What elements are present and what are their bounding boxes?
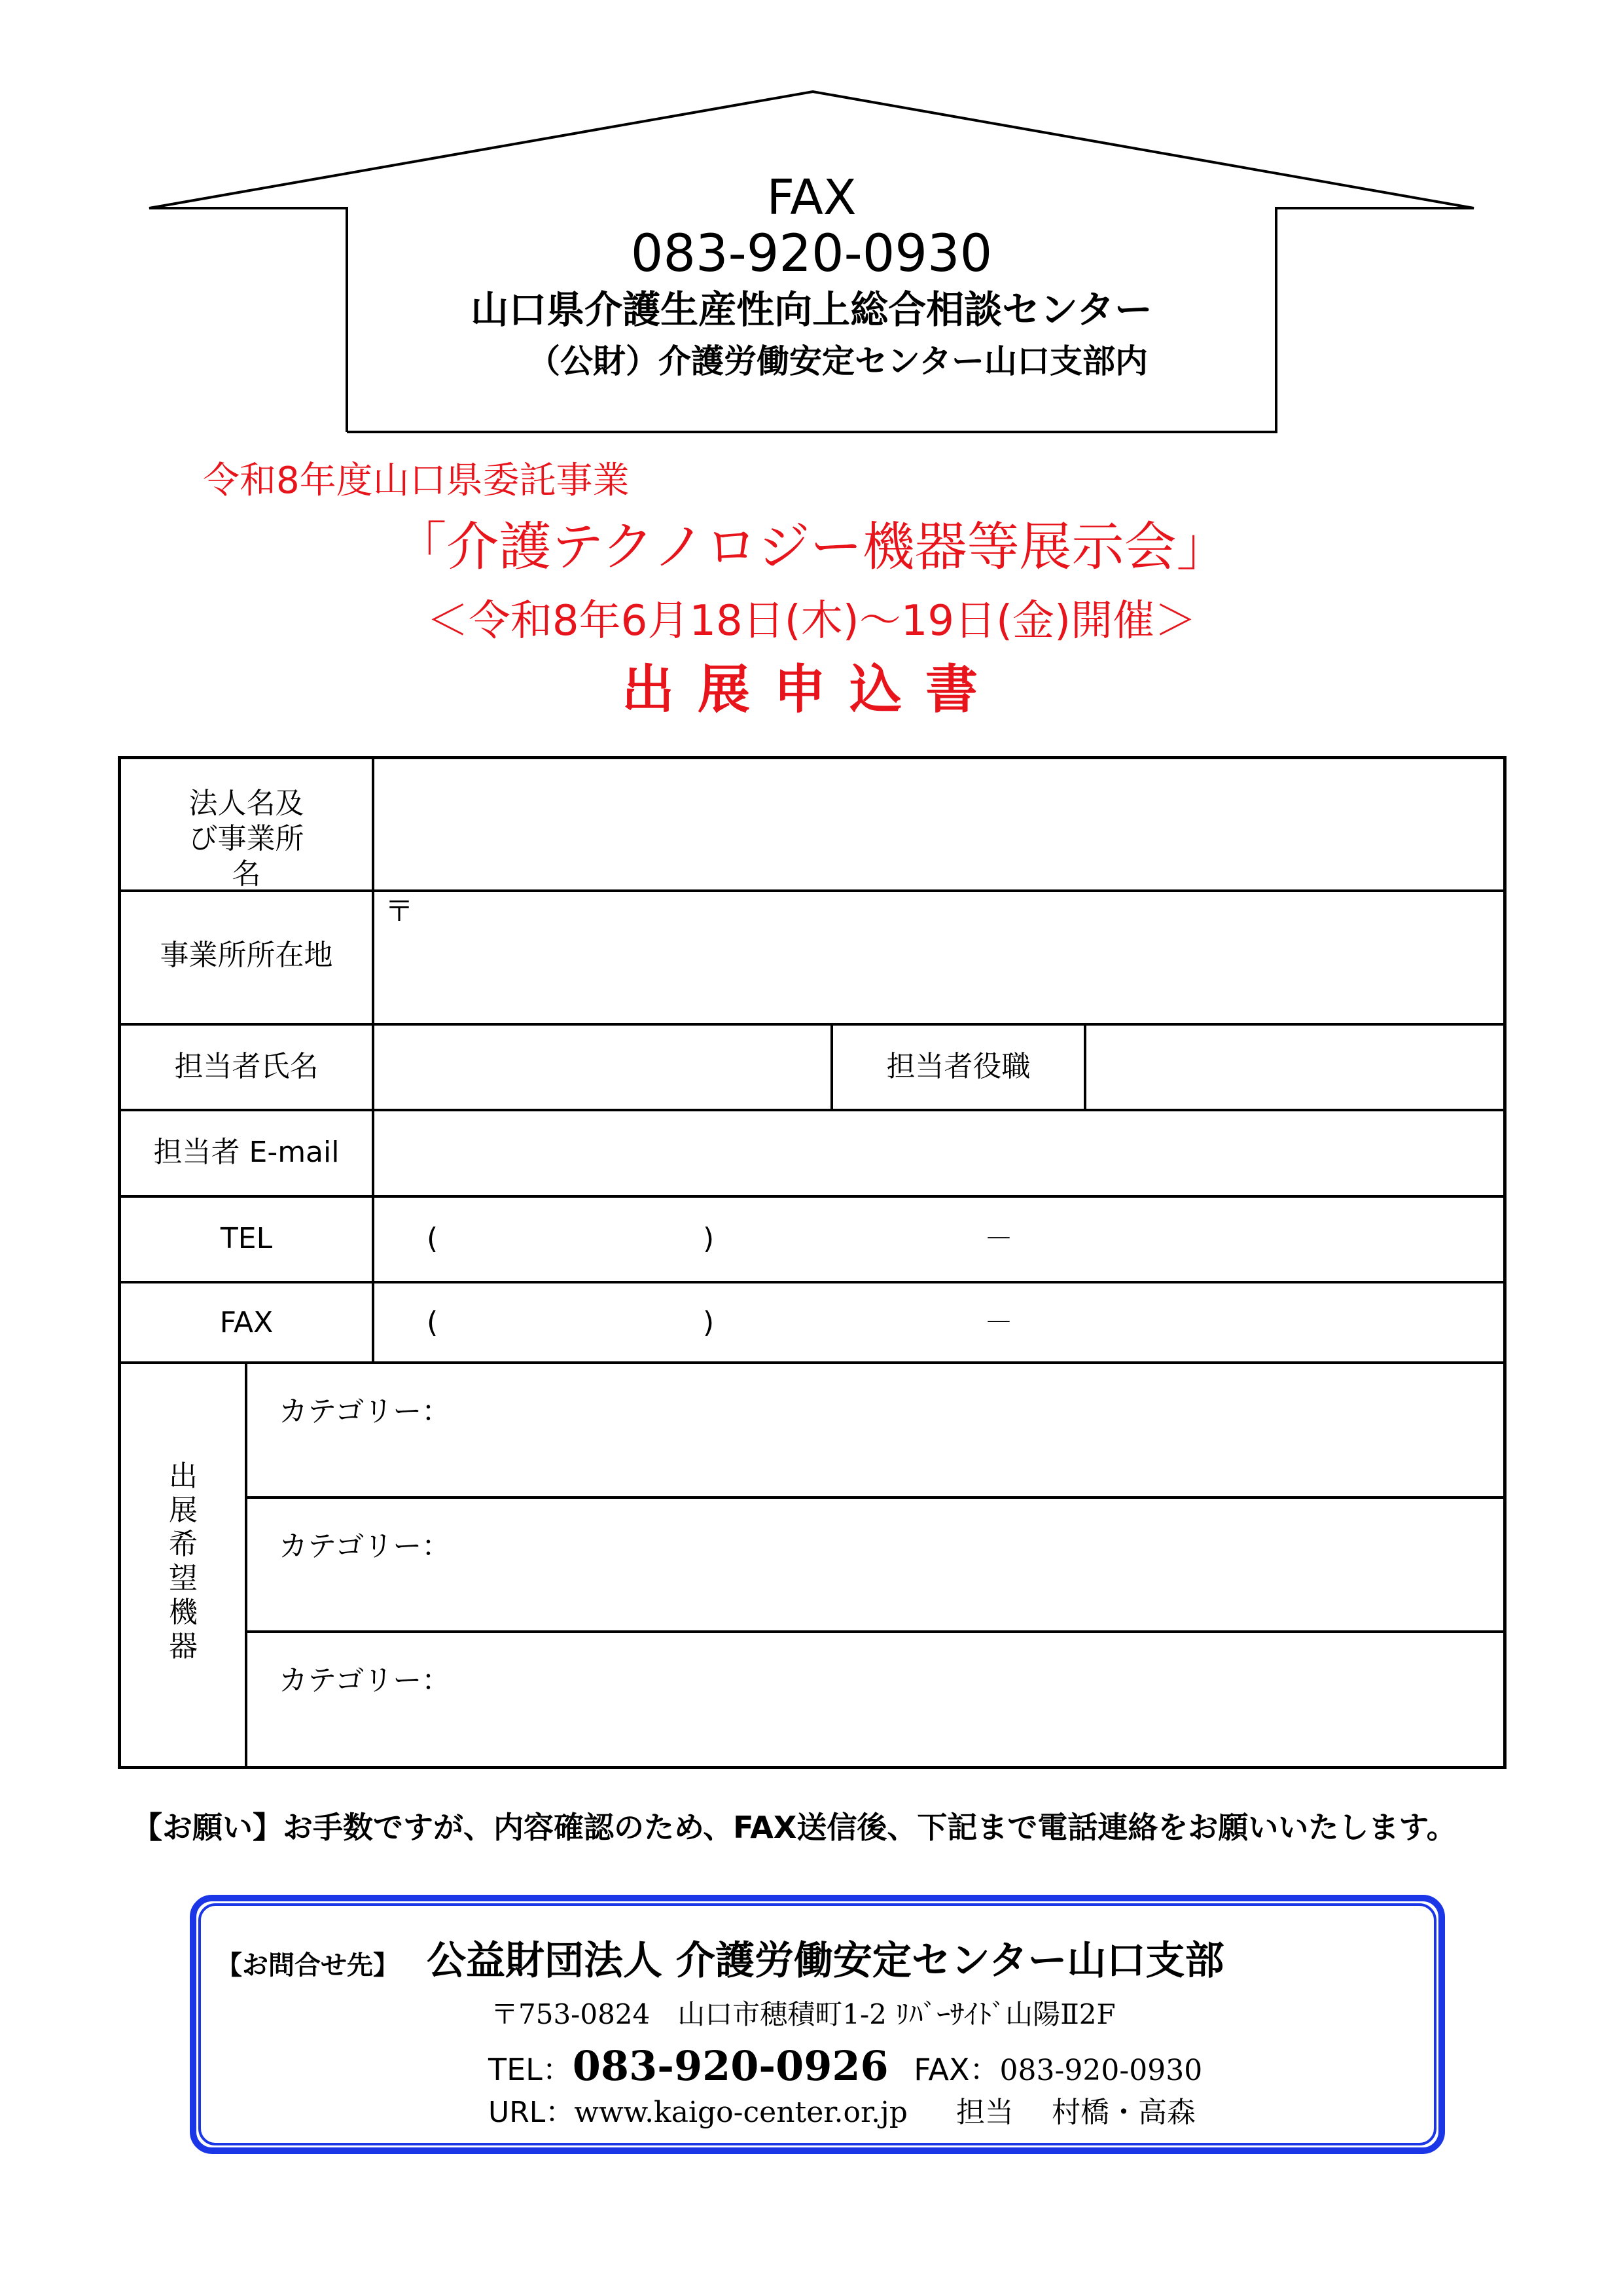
company-name-label: 法人名及び事業所名 bbox=[188, 787, 304, 891]
event-date: ＜令和8年6月18日(木)～19日(金)開催＞ bbox=[426, 597, 1197, 645]
contact-name-input[interactable] bbox=[376, 1027, 829, 1107]
contact-tel-number: 083-920-0926 bbox=[572, 2042, 889, 2090]
contact-title-label: 担当者役職 bbox=[886, 1050, 1031, 1083]
category-label: カテゴリー： bbox=[279, 1395, 451, 1428]
header-org-sub: （公財）介護労働安定センター山口支部内 bbox=[527, 342, 1148, 380]
company-name-input[interactable] bbox=[376, 760, 1503, 888]
fax-paren-open: ( bbox=[427, 1306, 438, 1339]
equipment-label: 出展希望機器 bbox=[169, 1460, 198, 1663]
tel-dash: － bbox=[984, 1222, 1013, 1255]
header-fax-number: 083-920-0930 bbox=[630, 224, 993, 283]
fax-label: FAX bbox=[219, 1306, 274, 1339]
event-subtitle: 令和8年度山口県委託事業 bbox=[203, 459, 630, 502]
form-row-divider bbox=[246, 1630, 1507, 1633]
form-row-divider bbox=[118, 1023, 1507, 1026]
contact-phone-line bbox=[488, 2042, 1203, 2090]
fax-input[interactable] bbox=[376, 1285, 1503, 1360]
header-org-name: 山口県介護生産性向上総合相談センター bbox=[471, 287, 1152, 332]
form-row-divider bbox=[118, 1281, 1507, 1283]
category-input[interactable] bbox=[249, 1500, 1503, 1629]
form-col-divider bbox=[245, 1361, 247, 1769]
fax-dash: － bbox=[984, 1306, 1013, 1339]
category-input[interactable] bbox=[249, 1365, 1503, 1495]
contact-address: 〒753-0824 山口市穂積町1-2 ﾘﾊﾞｰｻｲﾄﾞ山陽Ⅱ2F bbox=[491, 1998, 1116, 2030]
contact-url-line bbox=[488, 2094, 1196, 2131]
category-input[interactable] bbox=[249, 1634, 1503, 1765]
form-row-divider bbox=[118, 1195, 1507, 1198]
contact-fax-number: 083-920-0930 bbox=[999, 2054, 1203, 2087]
fax-paren-close: ) bbox=[703, 1306, 715, 1339]
tel-input[interactable] bbox=[376, 1199, 1503, 1280]
contact-person-label: 担当 bbox=[955, 2096, 1014, 2129]
email-label: 担当者 E-mail bbox=[153, 1136, 340, 1169]
tel-paren-close: ) bbox=[703, 1222, 715, 1255]
form-row-divider bbox=[246, 1496, 1507, 1499]
contact-url-label: URL： bbox=[488, 2096, 575, 2129]
address-label: 事業所所在地 bbox=[160, 939, 333, 972]
contact-persons: 村橋・高森 bbox=[1051, 2096, 1196, 2129]
contact-fax-label: FAX： bbox=[914, 2052, 1000, 2087]
category-label: カテゴリー： bbox=[279, 1530, 451, 1563]
contact-org: 公益財団法人 介護労働安定センター山口支部 bbox=[427, 1938, 1224, 1984]
contact-url[interactable]: www.kaigo-center.or.jp bbox=[574, 2096, 908, 2129]
contact-title-input[interactable] bbox=[1088, 1027, 1504, 1107]
event-title: 「介護テクノロジー機器等展示会」 bbox=[394, 516, 1229, 577]
form-col-divider bbox=[1084, 1023, 1086, 1109]
contact-tel-label: TEL： bbox=[488, 2052, 573, 2087]
request-notice: 【お願い】お手数ですが、内容確認のため、FAX送信後、下記まで電話連絡をお願いいたします。 bbox=[132, 1810, 1457, 1845]
address-input[interactable] bbox=[376, 893, 1503, 1022]
form-title: 出展申込書 bbox=[622, 659, 1001, 720]
form-row-divider bbox=[118, 1361, 1507, 1364]
form-row-divider bbox=[118, 1109, 1507, 1111]
tel-label: TEL bbox=[220, 1222, 273, 1255]
form-col-divider bbox=[372, 756, 374, 1361]
postal-mark: 〒 bbox=[385, 895, 414, 928]
contact-tag: 【お問合せ先】 bbox=[216, 1950, 399, 1981]
contact-name-label: 担当者氏名 bbox=[174, 1050, 319, 1083]
header-fax-label: FAX bbox=[766, 170, 857, 226]
tel-paren-open: ( bbox=[427, 1222, 438, 1255]
category-label: カテゴリー： bbox=[279, 1664, 451, 1697]
email-input[interactable] bbox=[376, 1113, 1503, 1194]
